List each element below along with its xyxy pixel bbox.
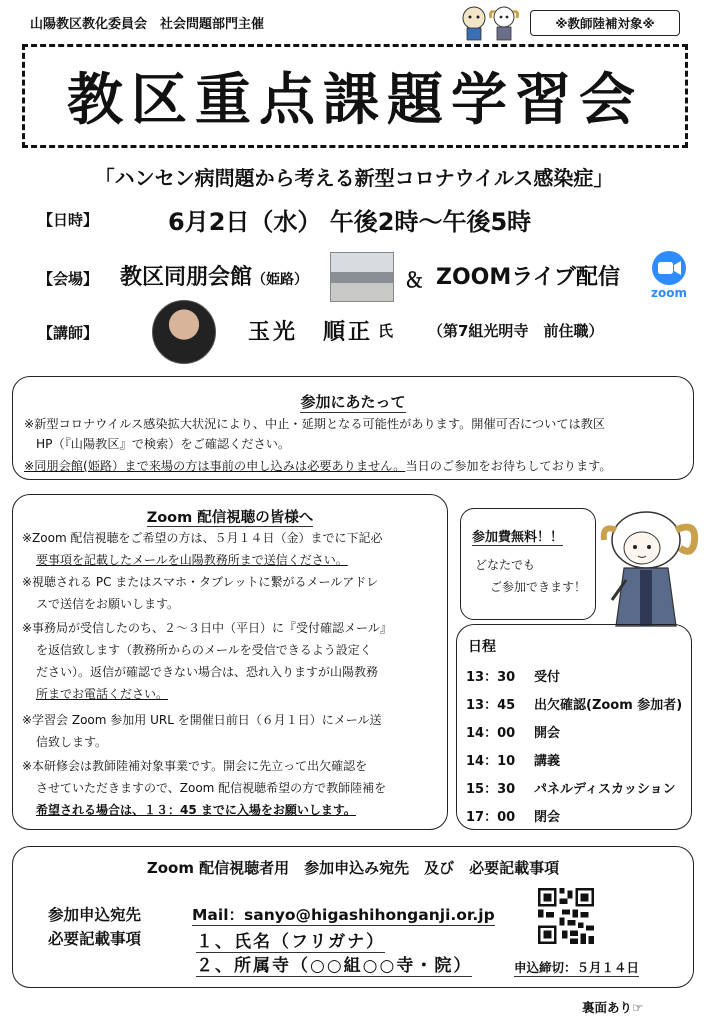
zoom-info-line: ※本研修会は教師陸補対象事業です。開会に先立って出欠確認を bbox=[22, 759, 368, 773]
mascot-illustration bbox=[458, 2, 522, 42]
venue-name-text: 教区同朋会館 bbox=[120, 265, 253, 290]
notice-line: HP（『山陽教区』で検索）をご確認ください。 bbox=[36, 437, 291, 451]
zoom-info-line: を返信致します（教務所からのメールを受信できるよう設定く bbox=[36, 643, 372, 657]
zoom-info-line: ※学習会 Zoom 参加用 URL を開催日前日（６月１日）にメール送 bbox=[22, 713, 382, 727]
schedule-time: 17：00 bbox=[466, 810, 516, 825]
subtitle: 「ハンセン病問題から考える新型コロナウイルス感染症」 bbox=[94, 166, 614, 190]
email-address[interactable]: Mail：sanyo@higashihonganji.or.jp bbox=[192, 903, 495, 926]
back-page-note: 裏面あり☞ bbox=[582, 1000, 644, 1015]
page-title: 教区重点課題学習会 bbox=[67, 68, 643, 133]
address-label: 参加申込宛先 bbox=[48, 906, 142, 924]
schedule-time: 13：45 bbox=[466, 698, 516, 713]
venue-name bbox=[120, 260, 308, 291]
schedule-event: 閉会 bbox=[534, 810, 561, 825]
required-item-name: １、氏名（フリガナ） bbox=[196, 927, 385, 953]
date-value: 6月2日（水） 午後2時～午後5時 bbox=[168, 208, 532, 236]
schedule-title: 日程 bbox=[468, 639, 496, 655]
zoom-info-line: させていただきますので、Zoom 配信視聴希望の方で教師陸補を bbox=[36, 781, 387, 795]
venue-location: （姫路） bbox=[252, 272, 309, 288]
schedule-row bbox=[466, 694, 682, 713]
notice-title bbox=[12, 391, 694, 412]
venue-photo bbox=[330, 252, 394, 302]
zoom-info-line: ※視聴される PC またはスマホ・タブレットに繋がるメールアドレ bbox=[22, 575, 379, 589]
speaker-honorific: 氏 bbox=[378, 322, 394, 340]
speaker-photo bbox=[152, 300, 216, 364]
schedule-event: 受付 bbox=[534, 670, 561, 685]
zoom-info-line: 希望される場合は、１３：45 までに入場をお願いします。 bbox=[36, 803, 356, 817]
schedule-event: パネルディスカッション bbox=[534, 782, 676, 797]
schedule-row bbox=[466, 806, 560, 825]
ampersand: ＆ bbox=[404, 268, 424, 292]
schedule-time: 14：00 bbox=[466, 726, 516, 741]
free-text: ご参加できます！ bbox=[490, 580, 587, 594]
schedule-time: 14：10 bbox=[466, 754, 516, 769]
zoom-logo-icon bbox=[644, 250, 694, 300]
sheep-mascot-illustration bbox=[596, 500, 700, 632]
schedule-event: 出欠確認(Zoom 参加者) bbox=[534, 698, 683, 713]
schedule-row bbox=[466, 722, 560, 741]
schedule-event: 開会 bbox=[534, 726, 561, 741]
schedule-time: 13：30 bbox=[466, 670, 516, 685]
notice-line-underlined: ※同朋会館(姫路）まで来場の方は事前の申し込みは必要ありません。 bbox=[24, 459, 406, 473]
required-item-temple: ２、所属寺（○○組○○寺・院） bbox=[196, 951, 472, 977]
free-text: どなたでも bbox=[475, 558, 536, 572]
zoom-info-line: 要事項を記載したメールを山陽教務所まで送信ください。 bbox=[36, 553, 348, 567]
zoom-info-title-text: Zoom 配信視聴の皆様へ bbox=[146, 510, 314, 526]
notice-line: ※新型コロナウイルス感染拡大状況により、中止・延期となる可能性があります。開催可否については教区 bbox=[24, 417, 606, 431]
schedule-row bbox=[466, 750, 560, 769]
notice-line bbox=[24, 456, 612, 476]
zoom-info-line: スで送信をお願いします。 bbox=[36, 597, 180, 611]
venue-label: 【会場】 bbox=[38, 270, 99, 288]
registration-heading: Zoom 配信視聴者用 参加申込み宛先 及び 必要記載事項 bbox=[146, 859, 560, 877]
target-badge: ※教師陸補対象※ bbox=[530, 10, 680, 36]
qr-code-icon[interactable] bbox=[538, 888, 594, 944]
schedule-event: 講義 bbox=[534, 754, 561, 769]
zoom-info-line: ※事務局が受信したのち、２～３日中（平日）に『受付確認メール』 bbox=[22, 621, 392, 635]
schedule-time: 15：30 bbox=[466, 782, 516, 797]
speaker-label: 【講師】 bbox=[38, 324, 99, 342]
organizer: 山陽教区教化委員会 社会問題部門主催 bbox=[30, 17, 265, 32]
schedule-row bbox=[466, 778, 676, 797]
online-streaming: ZOOMライブ配信 bbox=[436, 265, 620, 290]
speaker-affiliation: （第7組光明寺 前住職） bbox=[428, 322, 604, 340]
zoom-info-line: ださい）。返信が確認できない場合は、恐れ入りますが山陽教務 bbox=[36, 665, 379, 679]
date-label: 【日時】 bbox=[38, 211, 99, 229]
speaker-name: 玉光 順正 bbox=[248, 320, 374, 345]
required-items-label: 必要記載事項 bbox=[48, 930, 142, 948]
zoom-info-title bbox=[12, 506, 448, 527]
zoom-logo-text: zoom bbox=[651, 286, 687, 300]
deadline: 申込締切：５月１４日 bbox=[514, 960, 640, 975]
zoom-info-line: 信致します。 bbox=[36, 735, 108, 749]
free-title: 参加費無料！！ bbox=[472, 526, 563, 546]
zoom-info-line: ※Zoom 配信視聴をご希望の方は、５月１４日（金）までに下記必 bbox=[22, 531, 383, 545]
notice-title-text: 参加にあたって bbox=[300, 393, 406, 411]
title-frame bbox=[22, 44, 688, 148]
zoom-info-line: 所までお電話ください。 bbox=[36, 687, 169, 701]
schedule-row bbox=[466, 666, 560, 685]
notice-line-rest: 当日のご参加をお待ちしております。 bbox=[405, 459, 612, 473]
